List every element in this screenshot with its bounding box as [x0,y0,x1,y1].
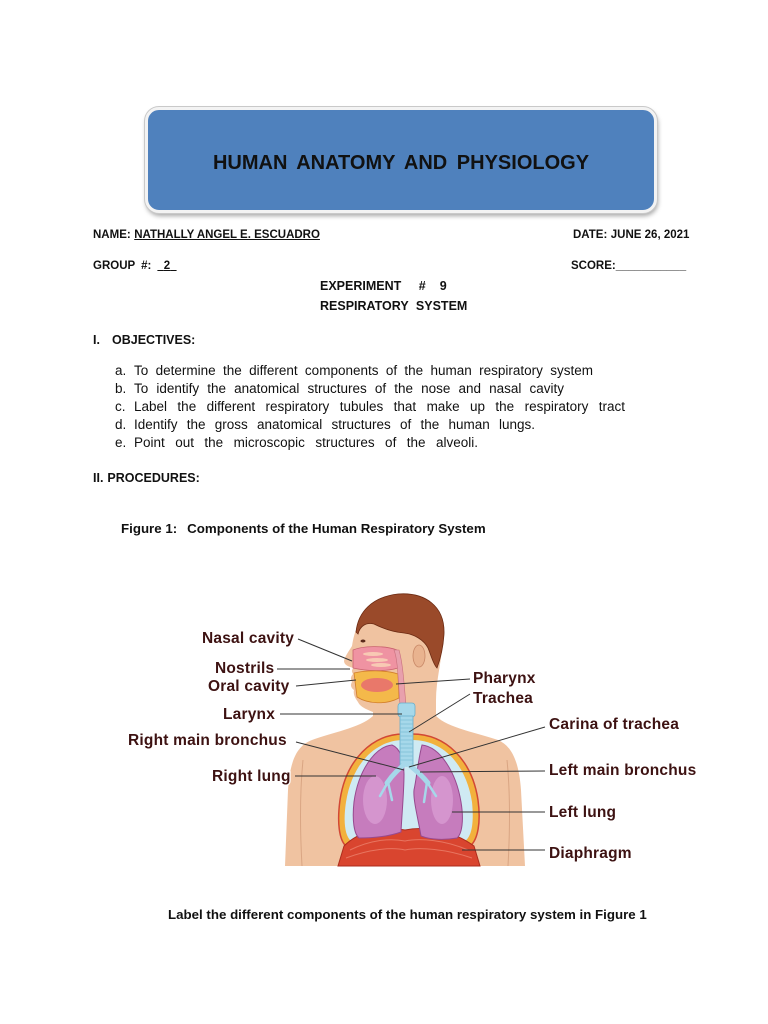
instruction-text: Label the different components of the human respiratory system in Figure 1 [168,907,647,922]
label-left-lung: Left lung [549,804,617,821]
label-right-lung: Right lung [212,768,291,785]
objective-item [115,435,478,451]
objective-text: Identify the gross anatomical structures of the human lungs. [134,417,535,432]
label-right-main-bronchus: Right main bronchus [128,732,287,749]
procedures-heading [93,470,200,486]
nasal-turbinate [363,652,383,656]
name-label: NAME: [93,229,131,241]
body-illustration [285,594,525,866]
procedures-numeral: II. [93,471,104,485]
objective-item [115,363,593,379]
title-banner [145,107,657,213]
respiratory-system-figure [0,585,768,870]
objective-marker: b. [115,381,127,396]
name-row [93,227,320,243]
tongue [361,678,393,692]
objective-marker: c. [115,399,126,414]
objective-item [115,381,564,397]
figure-number: Figure 1: [121,521,178,536]
objective-text: Label the different respiratory tubules that make up the respiratory tract [134,399,625,414]
label-pharynx: Pharynx [473,670,536,687]
objectives-heading-text: OBJECTIVES: [112,333,196,347]
leader-oral-cavity [296,680,356,686]
leader-nasal-cavity [298,639,352,661]
larynx-shape [398,703,415,717]
page-title: HUMAN ANATOMY AND PHYSIOLOGY [212,151,590,174]
objective-marker: d. [115,417,127,432]
figure-caption-title: Components of the Human Respiratory System [187,521,486,536]
ear [413,645,425,667]
group-row [93,258,177,274]
date-row [573,227,689,243]
objectives-heading [93,332,195,348]
score-blank: ___________ [615,260,687,272]
experiment-label: EXPERIMENT # [320,279,426,293]
label-diaphragm: Diaphragm [549,845,632,862]
eye [361,640,366,643]
group-label: GROUP #: [93,260,152,272]
name-value: NATHALLY ANGEL E. ESCUADRO [134,229,320,241]
label-carina-of-trachea: Carina of trachea [549,716,680,733]
right-lung-highlight [363,776,387,824]
label-oral-cavity: Oral cavity [208,678,290,695]
objective-marker: a. [115,363,127,378]
nasal-turbinate [366,658,388,662]
date-label: DATE: [573,229,608,241]
date-value: JUNE 26, 2021 [610,229,690,241]
objective-item [115,417,535,433]
label-trachea: Trachea [473,690,533,707]
score-row [571,258,686,274]
trachea-tube [400,716,413,766]
label-nostrils: Nostrils [215,660,275,677]
figure-caption [121,521,486,537]
experiment-number-line [320,278,447,294]
objective-text: To identify the anatomical structures of the nose and nasal cavity [134,381,564,396]
group-value: 2 [163,260,171,272]
procedures-heading-text: PROCEDURES: [107,471,200,485]
label-larynx: Larynx [223,706,276,723]
label-nasal-cavity: Nasal cavity [202,630,295,647]
experiment-number: 9 [439,279,447,293]
nasal-turbinate [371,663,391,667]
score-label: SCORE: [571,260,616,272]
objective-marker: e. [115,435,127,450]
objective-text: To determine the different components of the human respiratory system [134,363,593,378]
label-left-main-bronchus: Left main bronchus [549,762,697,779]
objective-text: Point out the microscopic structures of the alveoli. [134,435,478,450]
experiment-title: RESPIRATORY SYSTEM [320,299,468,313]
objective-item [115,399,625,415]
left-lung-highlight [431,776,453,824]
objectives-numeral: I. [93,333,100,347]
